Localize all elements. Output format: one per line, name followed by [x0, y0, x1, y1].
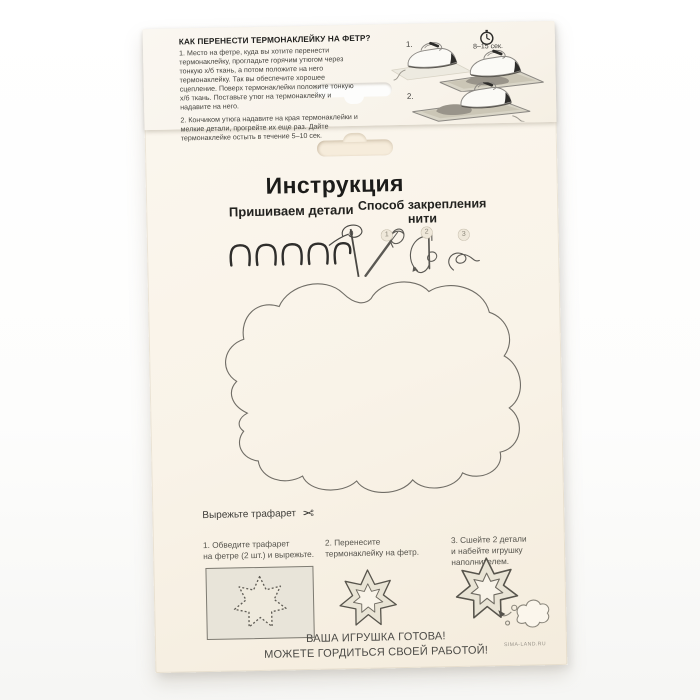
traced-star-illustration: [223, 569, 296, 636]
cutout-instruction: [202, 505, 314, 524]
timer-label: 8–15 сек.: [472, 42, 504, 51]
step-2-line2: термонаклейку на фетр.: [325, 546, 420, 559]
star-illustration-3: [447, 549, 553, 639]
thread-step-badge: 1: [381, 229, 393, 241]
instruction-card: [143, 21, 568, 673]
transfer-heading: КАК ПЕРЕНЕСТИ ТЕРМОНАКЛЕЙКУ НА ФЕТР?: [178, 33, 371, 47]
star-illustration-2: [327, 562, 408, 636]
iron-step-2-label: 2.: [406, 91, 414, 101]
thread-heading-line1: Способ закрепления: [357, 196, 487, 213]
cutout-label: Вырежьте трафарет: [202, 508, 297, 522]
thread-step-badge: 2: [421, 226, 433, 238]
finale-line2: МОЖЕТЕ ГОРДИТЬСЯ СВОЕЙ РАБОТОЙ!: [264, 644, 489, 661]
step-3-line2: и набейте игрушку: [451, 544, 523, 556]
transfer-instructions: [178, 33, 371, 146]
step-3-line1: 3. Сшейте 2 детали: [450, 533, 527, 546]
sewing-heading: Пришиваем детали: [228, 202, 354, 220]
step-3-line3: наполнителем.: [451, 555, 510, 567]
folded-header-flap: [143, 21, 557, 143]
step-1-line1: 1. Обведите трафарет: [202, 538, 290, 551]
step-1-line2: на фетре (2 шт.) и вырежьте.: [203, 548, 315, 561]
step-2-text: [325, 535, 443, 559]
felt-swatch: [205, 566, 314, 640]
cloud-template-outline: [205, 268, 530, 510]
iron-step-1-label: 1.: [405, 39, 413, 49]
brand-label: SIMA-LAND.RU: [503, 641, 547, 649]
stuffing-cloud: [498, 600, 549, 628]
scissors-icon: ✂: [301, 504, 314, 522]
page-title: Инструкция: [265, 169, 405, 199]
transfer-step-2: 2. Кончиком утюга надавите на края термонаклейки и мелкие детали, прогрейте их еще раз. Дайте термонаклейке остыть в течение 5–10 сек.: [180, 112, 358, 143]
step-1-text: [203, 538, 321, 562]
transfer-step-1: 1. Место на фетре, куда вы хотите перенести термонаклейку, прогладьте горячим утюгом через тонкую х/б ткань, а потом положите на него термонаклейку. Так вы обеспечите хорошее сцепление. Поверх термонаклейки положите тонкую х/б ткань. Поставьте утюг на термонаклейку и надавите на него.: [178, 46, 354, 112]
step-2-line1: 2. Перенесите: [324, 536, 381, 548]
finale-line1: ВАША ИГРУШКА ГОТОВА!: [305, 630, 446, 646]
iron-illustration-2: [412, 81, 531, 123]
thread-step-badge: 3: [458, 229, 470, 241]
thread-heading-line2: нити: [407, 211, 438, 227]
